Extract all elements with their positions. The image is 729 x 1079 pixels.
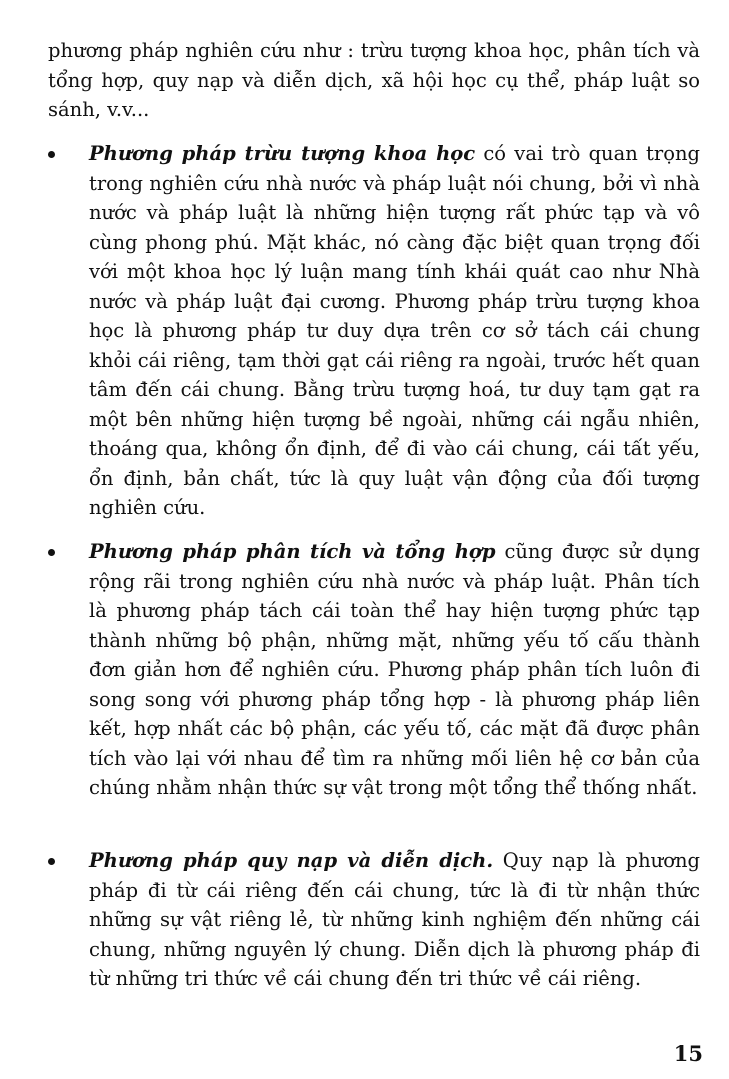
bullet-text: Quy nạp là phương pháp đi từ cái riêng đến cái chung, tức là đi từ nhận thức những sự vật riêng lẻ, từ những kinh nghiệm đến những cái chung, những nguyên lý chung. Diễn dịch là phương pháp đi từ những tri thức về cái chung đến tri thức về cái riêng. [89,849,700,990]
bullet-text: cũng được sử dụng rộng rãi trong nghiên cứu nhà nước và pháp luật. Phân tích là phương pháp tách cái toàn thể hay hiện tượng phức tạp thành những bộ phận, những mặt, những yếu tố cấu thành đơn giản hơn để nghiên cứu. Phương pháp phân tích luôn đi song song với phương pháp tổng hợp - là phương pháp liên kết, hợp nhất các bộ phận, các yếu tố, các mặt đã được phân tích vào lại với nhau để tìm ra những mối liên hệ cơ bản của chúng nhằm nhận thức sự vật trong một tổng thể thống nhất. [89,540,701,799]
bullet-analysis-synthesis-method [48,537,700,803]
bullet-term: Phương pháp quy nạp và diễn dịch. [89,849,494,872]
bullet-dot-icon [48,549,55,556]
bullet-paragraph [89,139,700,523]
bullet-dot-icon [48,151,55,158]
bullet-paragraph [89,846,700,994]
bullet-abstraction-method [48,139,700,523]
bullet-text: có vai trò quan trọng trong nghiên cứu nhà nước và pháp luật nói chung, bởi vì nhà nước và pháp luật là những hiện tượng rất phức tạp và vô cùng phong phú. Mặt khác, nó càng đặc biệt quan trọng đối với một khoa học lý luận mang tính khái quát cao như Nhà nước và pháp luật đại cương. Phương pháp trừu tượng khoa học là phương pháp tư duy dựa trên cơ sở tách cái chung khỏi cái riêng, tạm thời gạt cái riêng ra ngoài, trước hết quan tâm đến cái chung. Bằng trừu tượng hoá, tư duy tạm gạt ra một bên những hiện tượng bề ngoài, những cái ngẫu nhiên, thoáng qua, không ổn định, để đi vào cái chung, cái tất yếu, ổn định, bản chất, tức là quy luật vận động của đối tượng nghiên cứu. [89,142,700,519]
bullet-paragraph [89,537,700,803]
bullet-term: Phương pháp trừu tượng khoa học [89,142,476,165]
intro-paragraph: phương pháp nghiên cứu như : trừu tượng khoa học, phân tích và tổng hợp, quy nạp và diễn dịch, xã hội học cụ thể, pháp luật so sánh, v.v... [48,39,700,121]
bullet-dot-icon [48,858,55,865]
bullet-term: Phương pháp phân tích và tổng hợp [89,540,496,563]
page-number: 15 [673,1041,703,1066]
bullet-induction-deduction-method [48,846,700,994]
